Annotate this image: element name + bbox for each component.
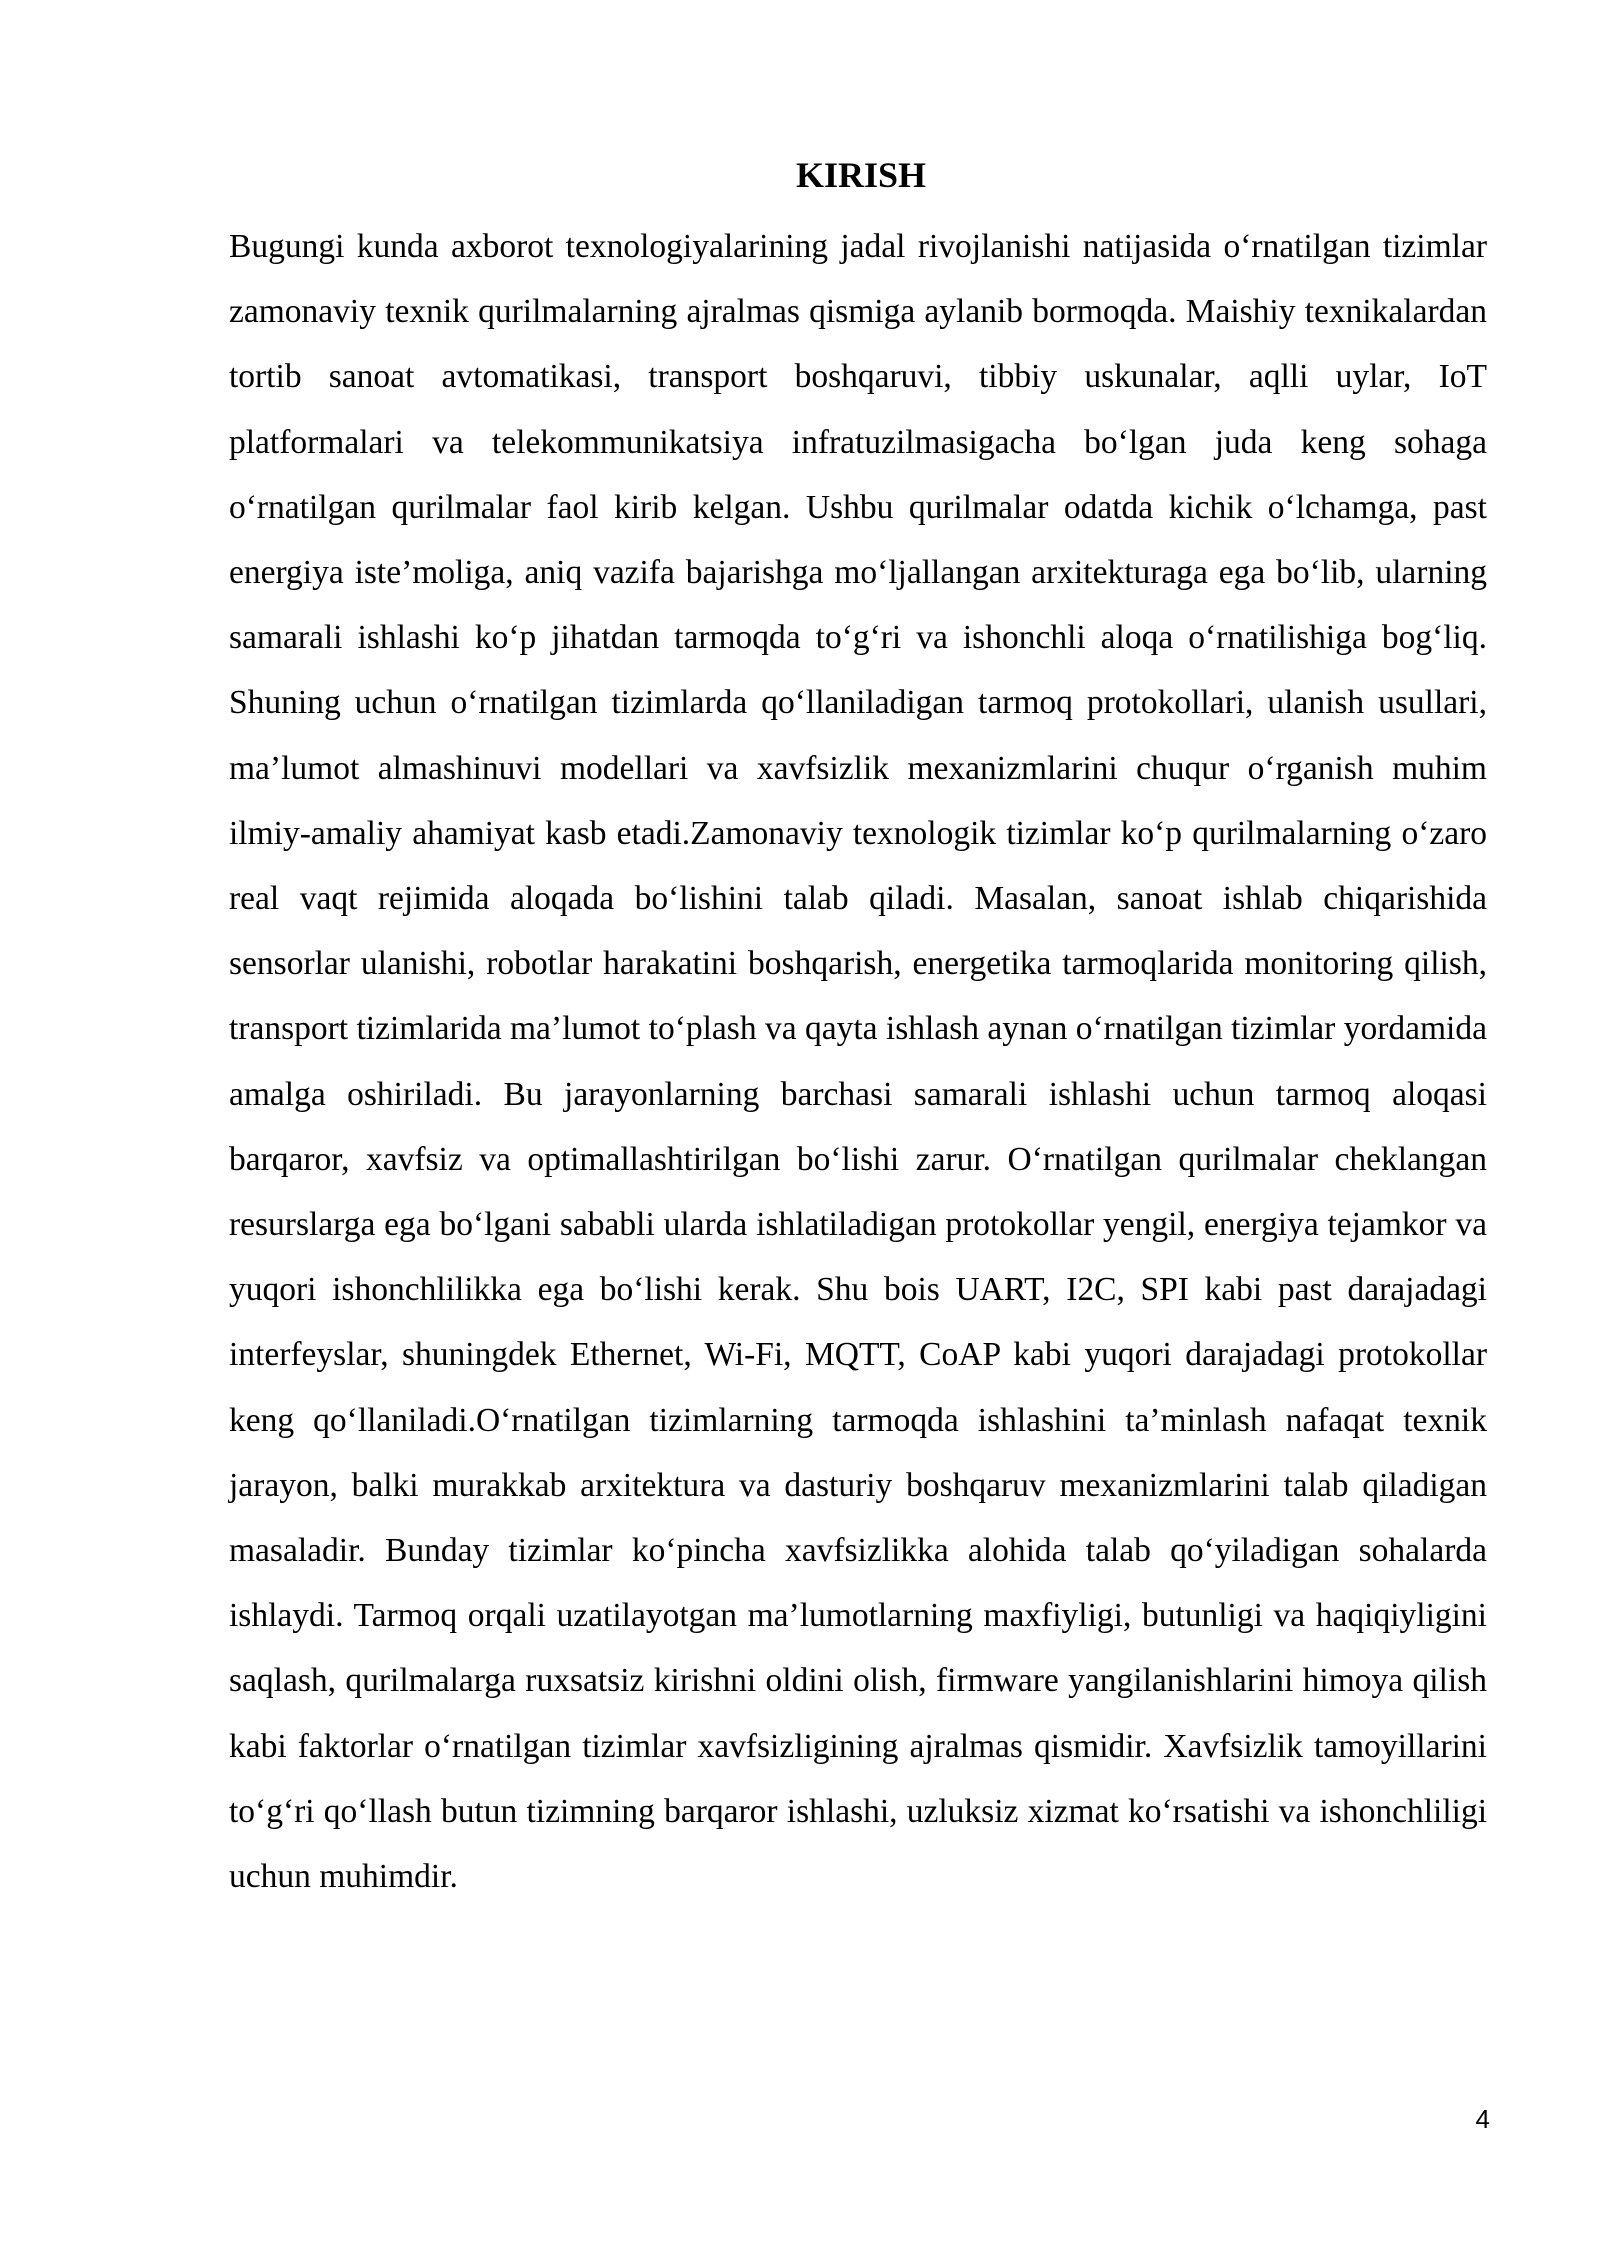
- heading-text: KIRISH: [795, 155, 927, 195]
- body-paragraph: Bugungi kunda axborot texnologiyalarining jadal rivojlanishi natijasida o‘rnatilgan tizimlar zamonaviy texnik qurilmalarning ajralmas qismiga aylanib bormoqda. Maishiy texnikalardan tortib sanoat avtomatikasi, transport boshqaruvi, tibbiy uskunalar, aqlli uylar, IoT platformalari va telekommunikatsiya infratuzilmasigacha bo‘lgan juda keng sohaga o‘rnatilgan qurilmalar faol kirib kelgan. Ushbu qurilmalar odatda kichik o‘lchamga, past energiya iste’moliga, aniq vazifa bajarishga mo‘ljallangan arxitekturaga ega bo‘lib, ularning samarali ishlashi ko‘p jihatdan tarmoqda to‘g‘ri va ishonchli aloqa o‘rnatilishiga bog‘liq. Shuning uchun o‘rnatilgan tizimlarda qo‘llaniladigan tarmoq protokollari, ulanish usullari, ma’lumot almashinuvi modellari va xavfsizlik mexanizmlarini chuqur o‘rganish muhim ilmiy-amaliy ahamiyat kasb etadi.Zamonaviy texnologik tizimlar ko‘p qurilmalarning o‘zaro real vaqt rejimida aloqada bo‘lishini talab qiladi. Masalan, sanoat ishlab chiqarishida sensorlar ulanishi, robotlar harakatini boshqarish, energetika tarmoqlarida monitoring qilish, transport tizimlarida ma’lumot to‘plash va qayta ishlash aynan o‘rnatilgan tizimlar yordamida amalga oshiriladi. Bu jarayonlarning barchasi samarali ishlashi uchun tarmoq aloqasi barqaror, xavfsiz va optimallashtirilgan bo‘lishi zarur. O‘rnatilgan qurilmalar cheklangan resurslarga ega bo‘lgani sababli ularda ishlatiladigan protokollar yengil, energiya tejamkor va yuqori ishonchlilikka ega bo‘lishi kerak. Shu bois UART, I2C, SPI kabi past darajadagi interfeyslar, shuningdek Ethernet, Wi-Fi, MQTT, CoAP kabi yuqori darajadagi protokollar keng qo‘llaniladi.O‘rnatilgan tizimlarning tarmoqda ishlashini ta’minlash nafaqat texnik jarayon, balki murakkab arxitektura va dasturiy boshqaruv mexanizmlarini talab qiladigan masaladir. Bunday tizimlar ko‘pincha xavfsizlikka alohida talab qo‘yiladigan sohalarda ishlaydi. Tarmoq orqali uzatilayotgan ma’lumotlarning maxfiyligi, butunligi va haqiqiyligini saqlash, qurilmalarga ruxsatsiz kirishni oldini olish, firmware yangilanishlarini himoya qilish kabi faktorlar o‘rnatilgan tizimlar xavfsizligining ajralmas qismidir. Xavfsizlik tamoyillarini to‘g‘ri qo‘llash butun tizimning barqaror ishlashi, uzluksiz xizmat ko‘rsatishi va ishonchliligi uchun muhimdir.: [229, 228, 1487, 1896]
- page-heading: [0, 150, 1600, 200]
- page-number: 4: [1475, 2104, 1490, 2134]
